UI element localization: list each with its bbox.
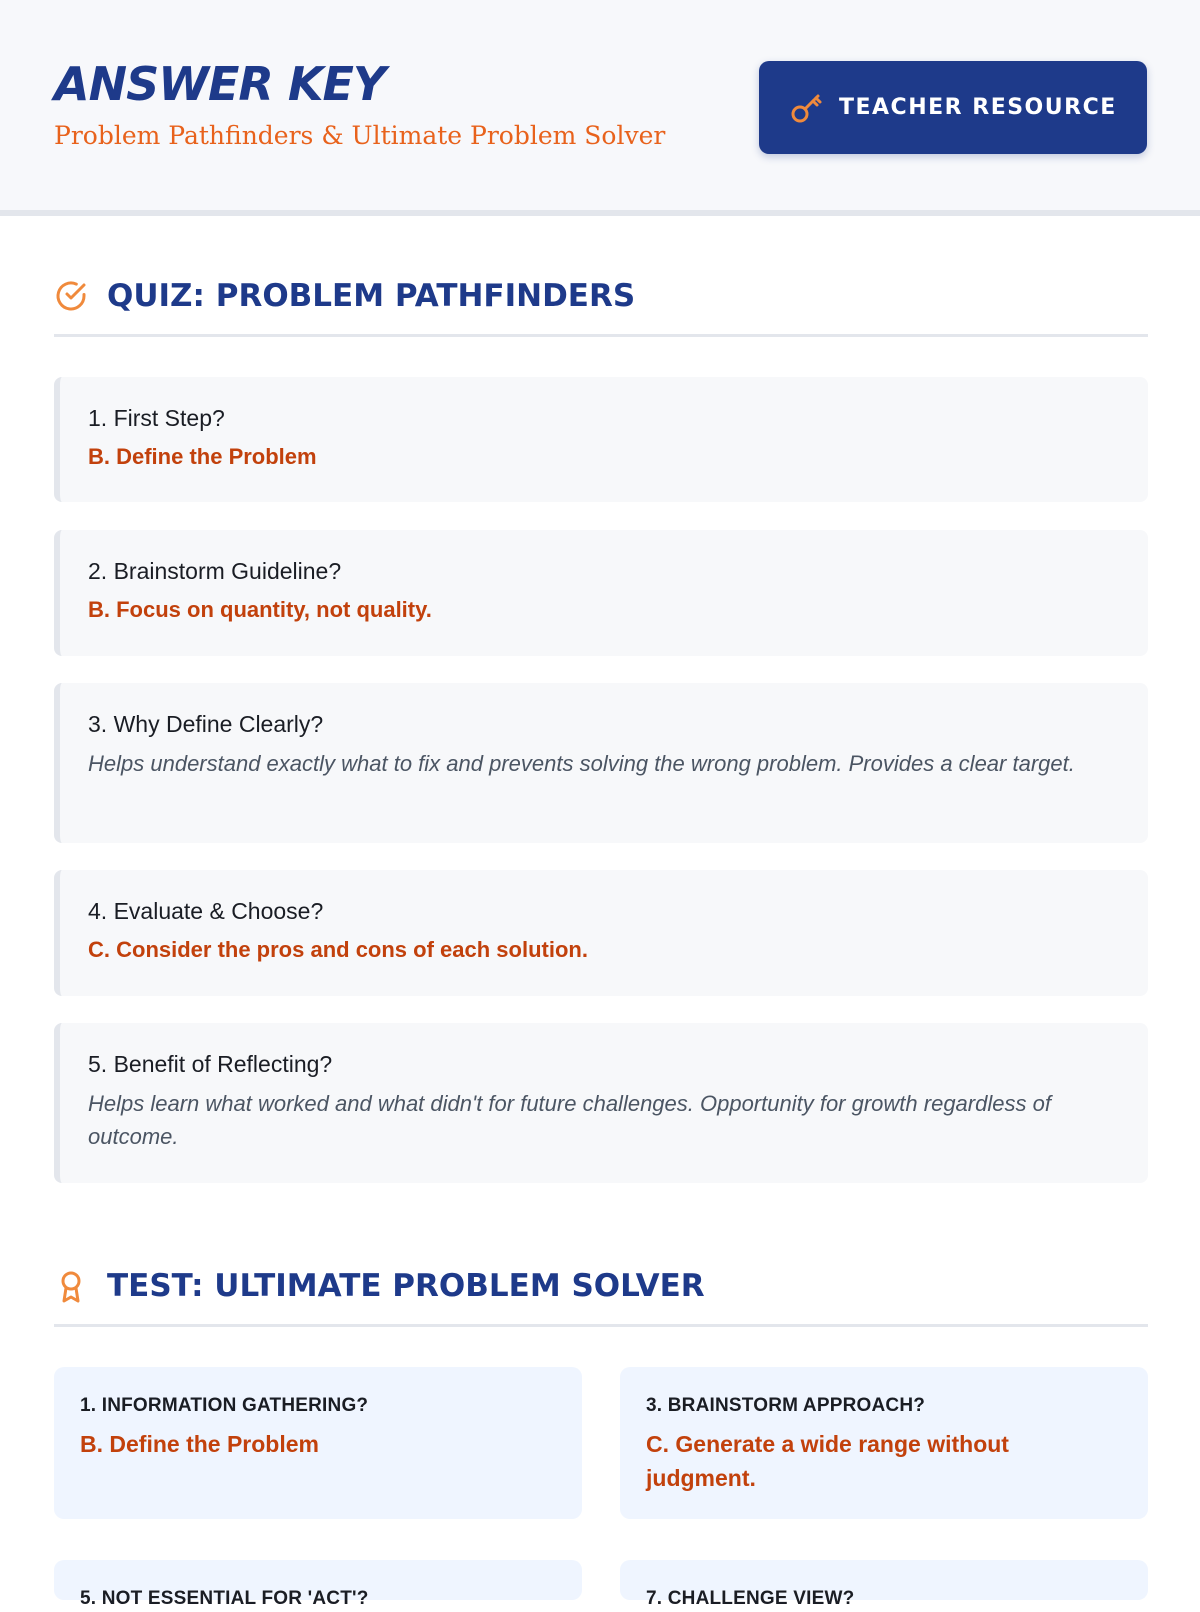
answer-text: B. Define the Problem: [88, 444, 317, 469]
answer-text: Helps understand exactly what to fix and prevents solving the wrong problem. Provides a clear target.: [88, 751, 1075, 776]
teacher-resource-badge: [759, 61, 1147, 154]
question-label: 1. INFORMATION GATHERING?: [80, 1395, 369, 1416]
question-label: 5. NOT ESSENTIAL FOR 'ACT'?: [80, 1588, 369, 1609]
quiz-item: [54, 377, 1148, 502]
check-circle-icon: [54, 279, 88, 313]
question-label: 3. Why Define Clearly?: [88, 711, 324, 737]
award-ribbon-icon: [54, 1269, 88, 1303]
quiz-section-heading: [54, 273, 1148, 337]
quiz-item: [54, 1023, 1148, 1183]
test-item: [620, 1367, 1148, 1519]
test-title: TEST: ULTIMATE PROBLEM SOLVER: [107, 1268, 705, 1304]
answer-text: B. Define the Problem: [80, 1431, 319, 1457]
page-subtitle: Problem Pathfinders & Ultimate Problem Solver: [54, 121, 666, 150]
badge-label: TEACHER RESOURCE: [839, 95, 1117, 120]
answer-text: C. Consider the pros and cons of each solution.: [88, 937, 588, 962]
answer-text: Helps learn what worked and what didn't for future challenges. Opportunity for growth regardless of outcome.: [88, 1091, 1051, 1149]
quiz-item: [54, 530, 1148, 656]
answer-text: C. Generate a wide range without judgment.: [646, 1431, 1009, 1491]
answer-text: B. Focus on quantity, not quality.: [88, 597, 432, 622]
page-header: [0, 0, 1200, 216]
question-label: 3. BRAINSTORM APPROACH?: [646, 1395, 926, 1416]
test-item: [620, 1560, 1148, 1609]
question-label: 2. Brainstorm Guideline?: [88, 558, 342, 584]
question-label: 1. First Step?: [88, 405, 225, 431]
test-section-heading: [54, 1263, 1148, 1327]
page-title: ANSWER KEY: [54, 57, 386, 111]
test-item: [54, 1367, 582, 1519]
question-label: 5. Benefit of Reflecting?: [88, 1051, 333, 1077]
quiz-title: QUIZ: PROBLEM PATHFINDERS: [107, 278, 636, 314]
question-label: 7. CHALLENGE VIEW?: [646, 1588, 855, 1609]
quiz-item: [54, 870, 1148, 996]
question-label: 4. Evaluate & Choose?: [88, 898, 324, 924]
quiz-item: [54, 683, 1148, 843]
key-icon: [787, 88, 827, 128]
test-item: [54, 1560, 582, 1609]
